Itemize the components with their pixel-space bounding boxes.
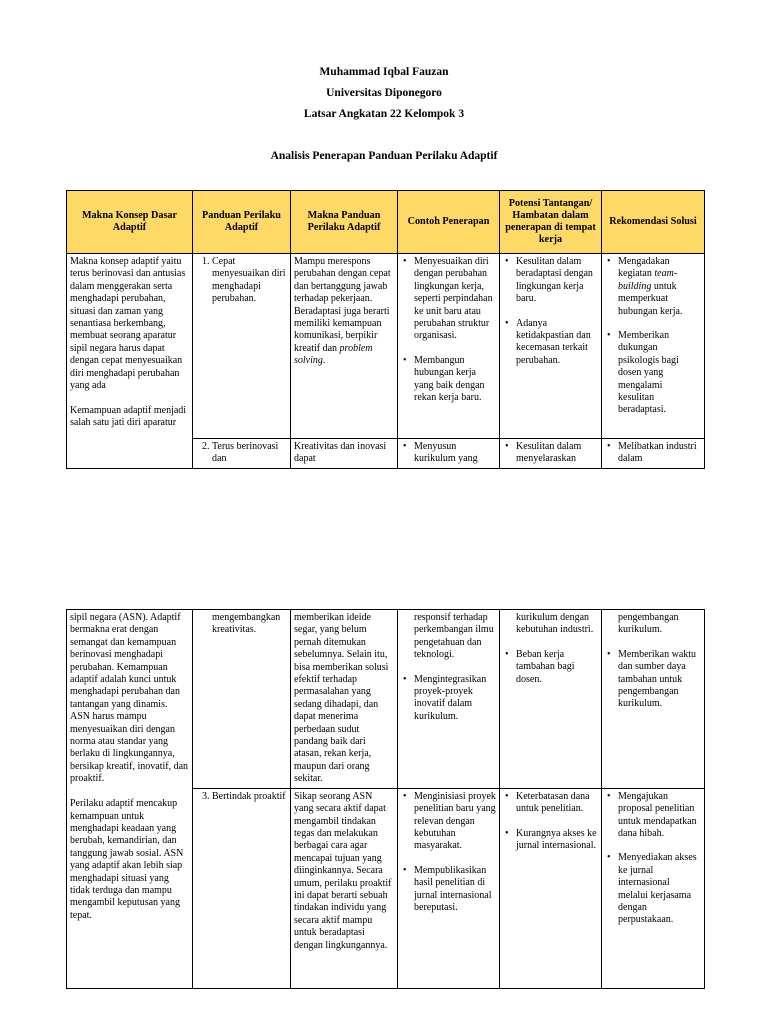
makna-panduan-text: memberikan ideide segar, yang belum pernah ditemukan sebelumnya. Selain itu, bisa memberikan solusi efektif terhadap permasalahan yang sedang dihadapi, dan dapat menerima perbedaan sudut pandang baik dari atasan, rekan kerja, maupun dari orang sekitar. [294,612,389,785]
tantangan-item: • Adanya ketidakpastian dan kecemasan terkait perubahan. [516,318,598,368]
contoh-cell [398,439,500,469]
analysis-table-page-1 [66,190,705,469]
panduan-item: 2. Terus berinovasi dan [212,441,287,466]
panduan-cell [193,439,291,469]
panduan-item: 1. Cepat menyesuaikan diri menghadapi perubahan. [212,256,287,306]
panduan-continuation: mengembangkan kreativitas. [212,612,281,636]
tantangan-item: • Keterbatasan dana untuk penelitian. [516,791,598,816]
table-row [67,254,705,439]
rekomendasi-item: • Mengajukan proposal penelitian untuk mendapatkan dana hibah. [618,791,701,841]
makna-konsep-text: Makna konsep adaptif yaitu terus berinovasi dan antusias dalam menggerakan serta menghadapi perubahan, situasi dan zaman yang senantiasa berkembang, membuat seorang aparatur sipil negara harus dapat dengan cepat menyesuaikan diri menghadapi perubahan yang ada Kemampuan adaptif menjadi salah satu jati diri aparatur [70,256,187,429]
tantangan-continuation: kurikulum dengan kebutuhan industri. [516,612,594,636]
group-name: Latsar Angkatan 22 Kelompok 3 [303,108,465,120]
makna-panduan-cell [291,788,398,988]
rekomendasi-continuation: pengembangan kurikulum. [618,612,679,636]
tantangan-item: • Kurangnya akses ke jurnal internasional. [516,828,598,853]
document-title: Analisis Penerapan Panduan Perilaku Adaptif [270,150,498,162]
tantangan-cell [500,254,602,439]
rekomendasi-item: • Menyediakan akses ke jurnal internasional melalui kerjasama dengan perpustakaan. [618,852,701,926]
contoh-item: • Menginisiasi proyek penelitian baru yang relevan dengan kebutuhan masyarakat. [414,791,496,853]
university-name: Universitas Diponegoro [326,87,442,99]
makna-panduan-cell [291,254,398,439]
table-row [67,610,705,789]
rekomendasi-item: • Memberikan waktu dan sumber daya tambahan untuk pengembangan kurikulum. [618,649,701,711]
rekomendasi-item: • Mengadakan kegiatan team-building untuk memperkuat hubungan kerja. [618,256,701,318]
contoh-item: • Membangun hubungan kerja yang baik dengan rekan kerja baru. [414,355,496,405]
rekomendasi-item: • Memberikan dukungan psikologis bagi dosen yang mengalami kesulitan beradaptasi. [618,330,701,417]
contoh-continuation: responsif terhadap perkembangan ilmu pengetahuan dan teknologi. [414,612,494,661]
tantangan-cell [500,788,602,988]
makna-panduan-cell [291,439,398,469]
makna-panduan-text: Kreativitas dan inovasi dapat [294,441,387,465]
makna-panduan-text: Sikap seorang ASN yang secara aktif dapat mengambil tindakan tegas dan melakukan berbagai cara agar mencapai tujuan yang diinginkannya. Secara umum, perilaku proaktif ini dapat berarti sebuah tindakan individu yang secara aktif mampu untuk beradaptasi dengan lingkungannya. [294,790,392,951]
contoh-cell [398,254,500,439]
rekomendasi-cell [602,254,705,439]
analysis-table-page-2 [66,609,705,989]
column-header: Makna Konsep Dasar Adaptif [67,191,193,254]
makna-panduan-text: Mampu merespons perubahan dengan cepat dan bertanggung jawab terhadap pekerjaan. Beradaptasi juga berarti memiliki kemampuan komunikasi, berpikir kreatif dan problem solving. [294,256,391,367]
contoh-item: • Menyesuaikan diri dengan perubahan lingkungan kerja, seperti perpindahan ke unit baru atau perubahan struktur organisasi. [414,256,496,343]
panduan-cell [193,610,291,789]
contoh-cell [398,610,500,789]
rekomendasi-item: • Melibatkan industri dalam [618,441,701,466]
makna-konsep-text: sipil negara (ASN). Adaptif bermakna erat dengan semangat dan kemampuan berinovasi menghadapi perubahan. Kemampuan adaptif adalah kunci untuk menghadapi perubahan dan tantangan yang dinamis. ASN harus mampu menyesuaikan diri dengan norma atau standar yang berlaku di lingkungannya, bersikap kreatif, inovatif, dan proaktif. Perilaku adaptif mencakup kemampuan untuk menghadapi keadaan yang berubah, kemandirian, dan tanggung jawab sosial. ASN yang adaptif akan lebih siap menghadapi situasi yang tidak terduga dan mampu mengambil keputusan yang tepat. [70,612,189,921]
tantangan-cell [500,439,602,469]
panduan-item: 3. Bertindak proaktif [212,791,287,803]
contoh-item: • Menyusun kurikulum yang [414,441,496,466]
contoh-item: • Mempublikasikan hasil penelitian di jurnal internasional bereputasi. [414,865,496,915]
table-header-row [67,191,705,254]
contoh-cell [398,788,500,988]
column-header: Contoh Penerapan [398,191,500,254]
makna-konsep-cell [67,254,193,469]
column-header: Makna Panduan Perilaku Adaptif [291,191,398,254]
makna-konsep-cell [67,610,193,989]
author-name: Muhammad Iqbal Fauzan [319,66,449,78]
tantangan-cell [500,610,602,789]
tantangan-item: • Kesulitan dalam menyelaraskan [516,441,598,466]
contoh-item: • Mengintegrasikan proyek-proyek inovatif dalam kurikulum. [414,674,496,724]
column-header: Panduan Perilaku Adaptif [193,191,291,254]
column-header: Potensi Tantangan/ Hambatan dalam penerapan di tempat kerja [500,191,602,254]
rekomendasi-cell [602,788,705,988]
panduan-cell [193,788,291,988]
makna-panduan-cell [291,610,398,789]
tantangan-item: • Kesulitan dalam beradaptasi dengan lingkungan kerja baru. [516,256,598,306]
rekomendasi-cell [602,610,705,789]
tantangan-item: • Beban kerja tambahan bagi dosen. [516,649,598,686]
column-header: Rekomendasi Solusi [602,191,705,254]
panduan-cell [193,254,291,439]
rekomendasi-cell [602,439,705,469]
